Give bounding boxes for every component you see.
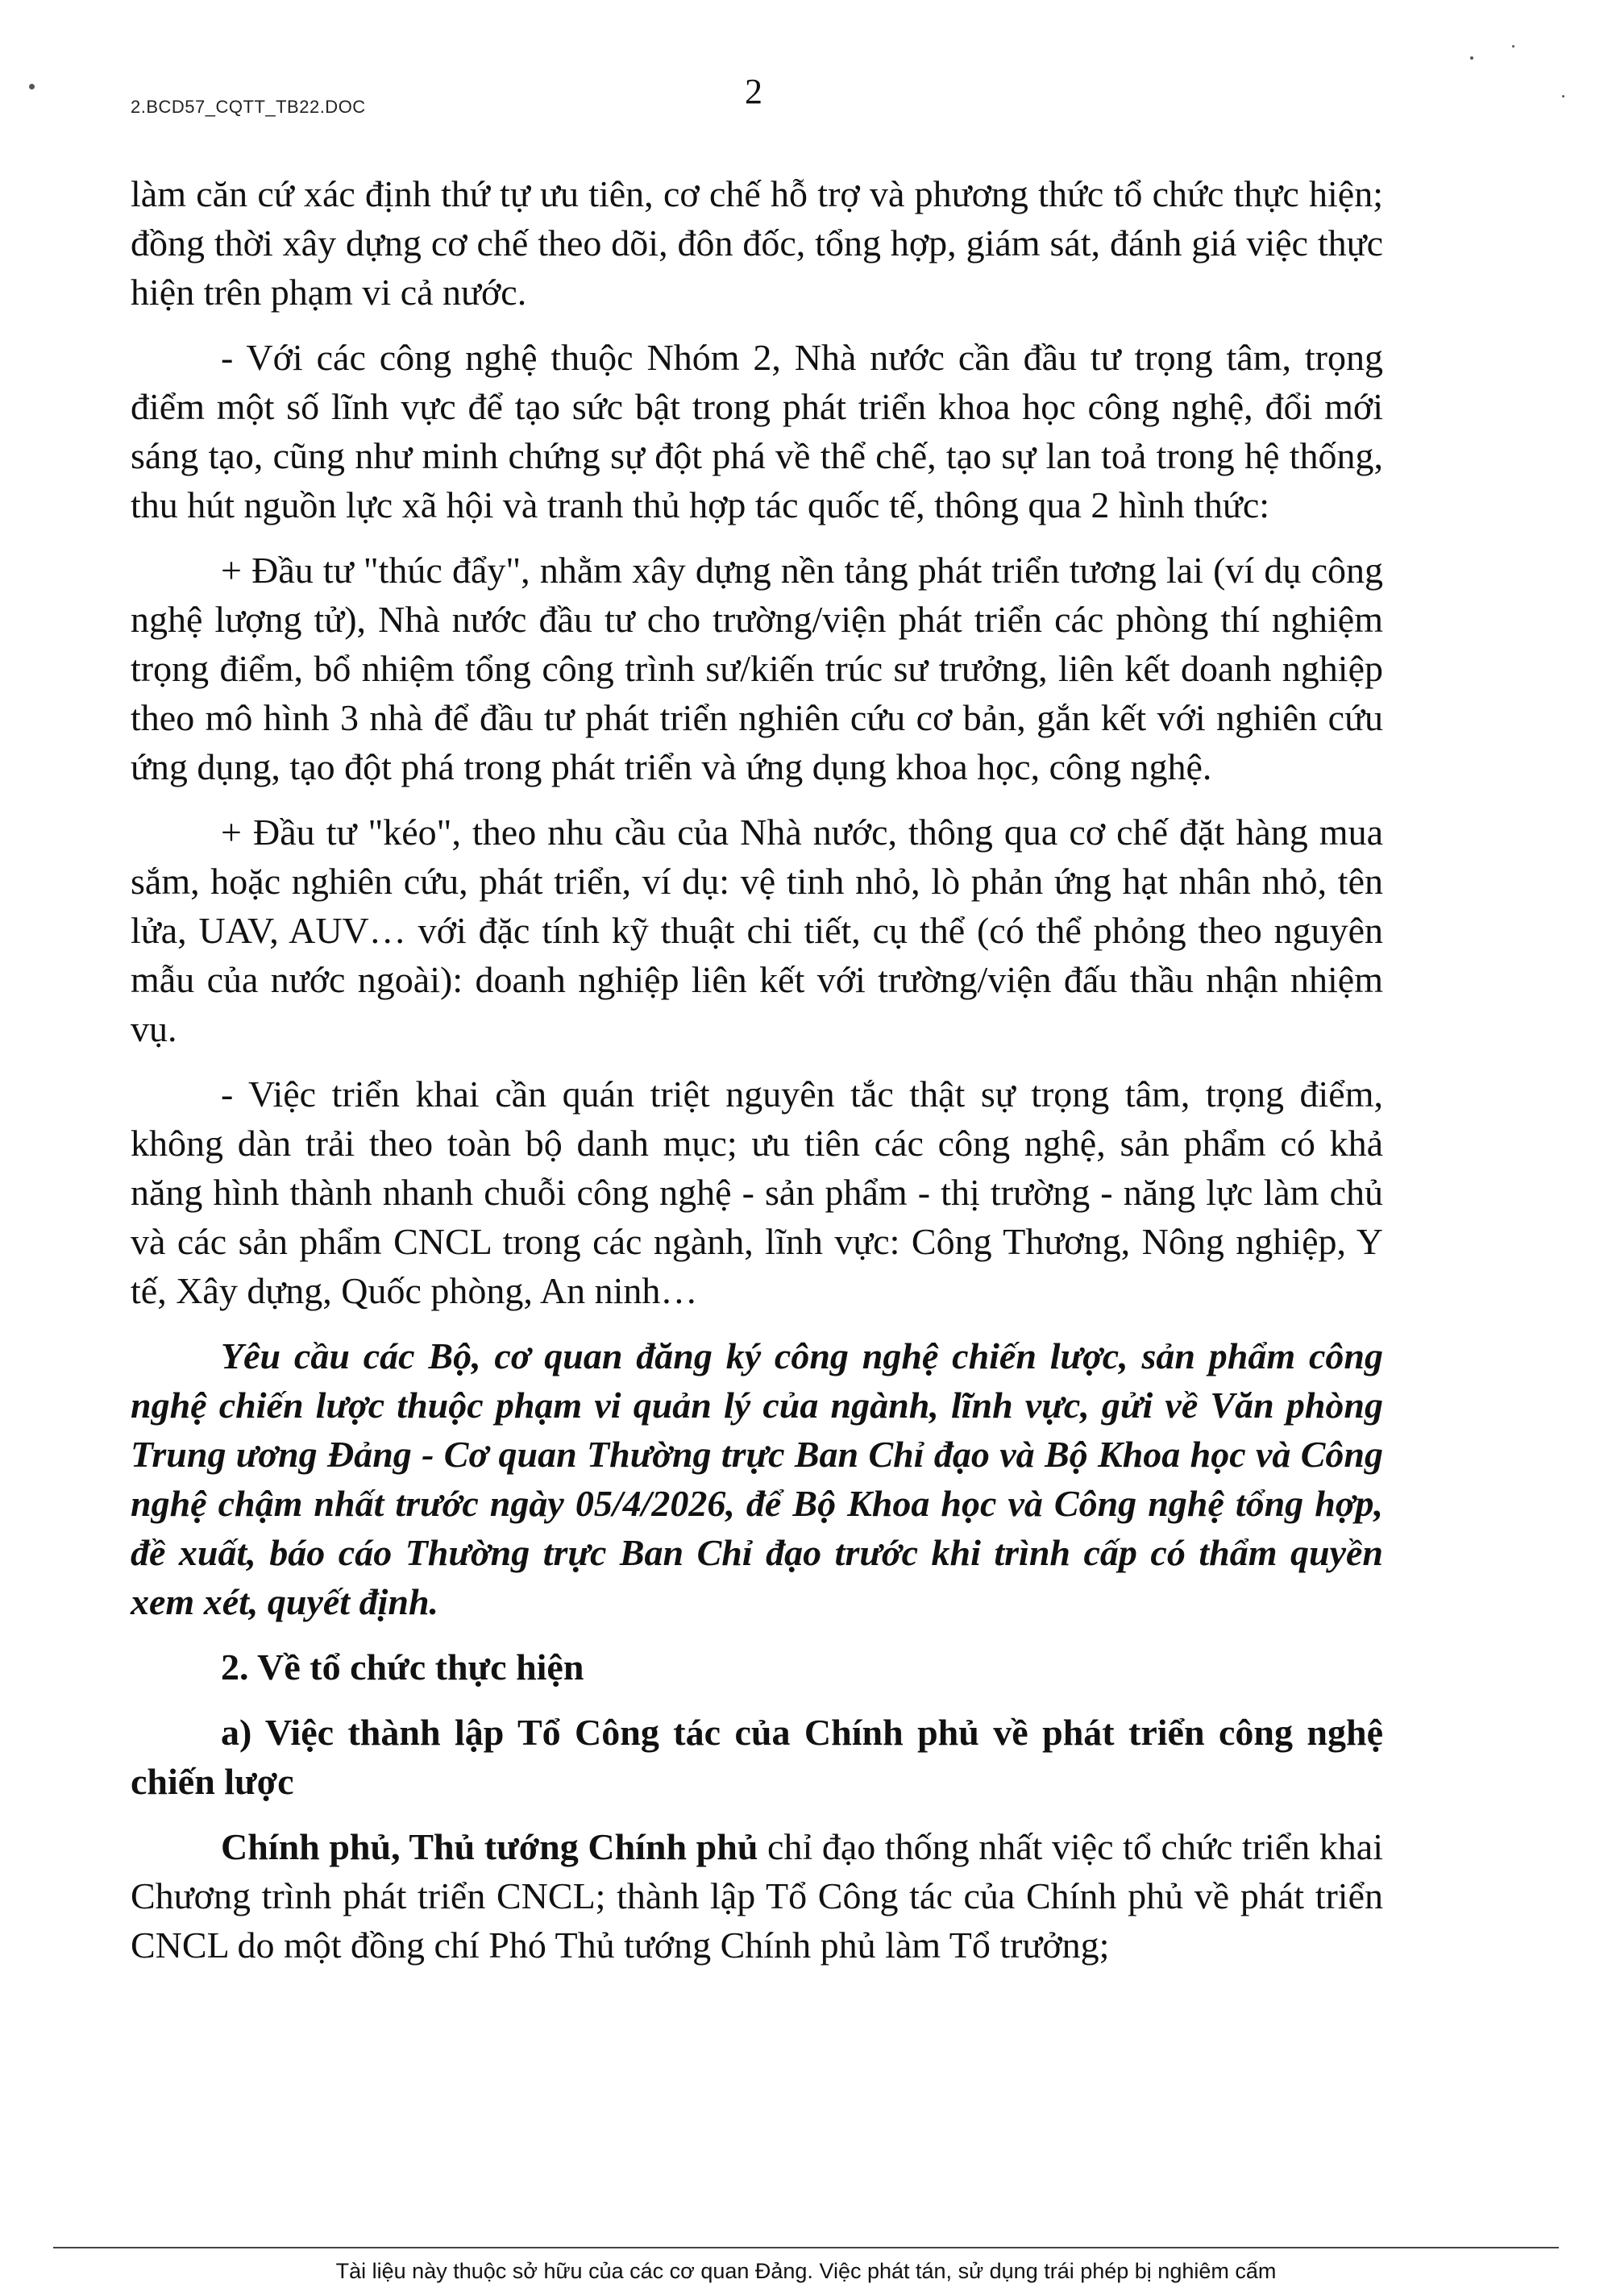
scan-speck (29, 84, 35, 89)
subsection-heading: a) Việc thành lập Tổ Công tác của Chính phủ về phát triển công nghệ chiến lược (131, 1712, 1383, 1802)
paragraph-pull-investment: + Đầu tư "kéo", theo nhu cầu của Nhà nước, thông qua cơ chế đặt hàng mua sắm, hoặc nghiên cứu, phát triển, ví dụ: vệ tinh nhỏ, lò phản ứng hạt nhân nhỏ, tên lửa, UAV, AUV… với đặc tính kỹ thuật chi tiết, cụ thể (có thể phỏng theo nguyên mẫu của nước ngoài): doanh nghiệp liên kết với trường/viện đấu thầu nhận nhiệm vụ. (131, 812, 1383, 1049)
scan-speck (1562, 95, 1564, 98)
paragraph-rest: chỉ đạo thống nhất việc tổ chức triển khai Chương trình phát triển CNCL; thành lập Tổ Công tác của Chính phủ về phát triển CNCL do một đồng chí Phó Thủ tướng Chính phủ làm Tổ trưởng; (131, 1826, 1383, 1966)
paragraph-push-investment: + Đầu tư "thúc đẩy", nhằm xây dựng nền tảng phát triển tương lai (ví dụ công nghệ lượng tử), Nhà nước đầu tư cho trường/viện phát triển các phòng thí nghiệm trọng điểm, bổ nhiệm tổng công trình sư/kiến trúc sư trưởng, liên kết doanh nghiệp theo mô hình 3 nhà để đầu tư phát triển nghiên cứu cơ bản, gắn kết với nghiên cứu ứng dụng, tạo đột phá trong phát triển và ứng dụng khoa học, công nghệ. (131, 550, 1383, 787)
paragraph-group-2: - Với các công nghệ thuộc Nhóm 2, Nhà nước cần đầu tư trọng tâm, trọng điểm một số lĩnh vực để tạo sức bật trong phát triển khoa học công nghệ, đổi mới sáng tạo, cũng như minh chứng sự đột phá về thể chế, tạo sự lan toả trong hệ thống, thu hút nguồn lực xã hội và tranh thủ hợp tác quốc tế, thông qua 2 hình thức: (131, 337, 1383, 525)
paragraph-lead-bold: Chính phủ, Thủ tướng Chính phủ (221, 1826, 758, 1867)
paragraph-implementation-principle: - Việc triển khai cần quán triệt nguyên tắc thật sự trọng tâm, trọng điểm, không dàn trải theo toàn bộ danh mục; ưu tiên các công nghệ, sản phẩm có khả năng hình thành nhanh chuỗi công nghệ - sản phẩm - thị trường - năng lực làm chủ và các sản phẩm CNCL trong các ngành, lĩnh vực: Công Thương, Nông nghiệp, Y tế, Xây dựng, Quốc phòng, An ninh… (131, 1073, 1383, 1311)
paragraph-continuation: làm căn cứ xác định thứ tự ưu tiên, cơ chế hỗ trợ và phương thức tổ chức thực hiện; đồng thời xây dựng cơ chế theo dõi, đôn đốc, tổng hợp, giám sát, đánh giá việc thực hiện trên phạm vi cả nước. (131, 173, 1383, 313)
footer-divider (53, 2247, 1559, 2248)
scan-speck (1470, 56, 1473, 60)
section-heading: 2. Về tổ chức thực hiện (221, 1646, 584, 1688)
footer-notice: Tài liệu này thuộc sở hữu của các cơ quan Đảng. Việc phát tán, sử dụng trái phép bị nghiêm cấm (335, 2259, 1277, 2283)
scan-speck (1512, 45, 1514, 48)
paragraph-registration-request: Yêu cầu các Bộ, cơ quan đăng ký công nghệ chiến lược, sản phẩm công nghệ chiến lược thuộc phạm vi quản lý của ngành, lĩnh vực, gửi về Văn phòng Trung ương Đảng - Cơ quan Thường trực Ban Chỉ đạo và Bộ Khoa học và Công nghệ chậm nhất trước ngày 05/4/2026, để Bộ Khoa học và Công nghệ tổng hợp, đề xuất, báo cáo Thường trực Ban Chỉ đạo trước khi trình cấp có thẩm quyền xem xét, quyết định. (131, 1335, 1383, 1622)
page-number: 2 (745, 72, 762, 111)
paragraph-government-direction (131, 1822, 1383, 1970)
file-code: 2.BCD57_CQTT_TB22.DOC (131, 97, 366, 117)
document-body (131, 169, 1383, 1986)
